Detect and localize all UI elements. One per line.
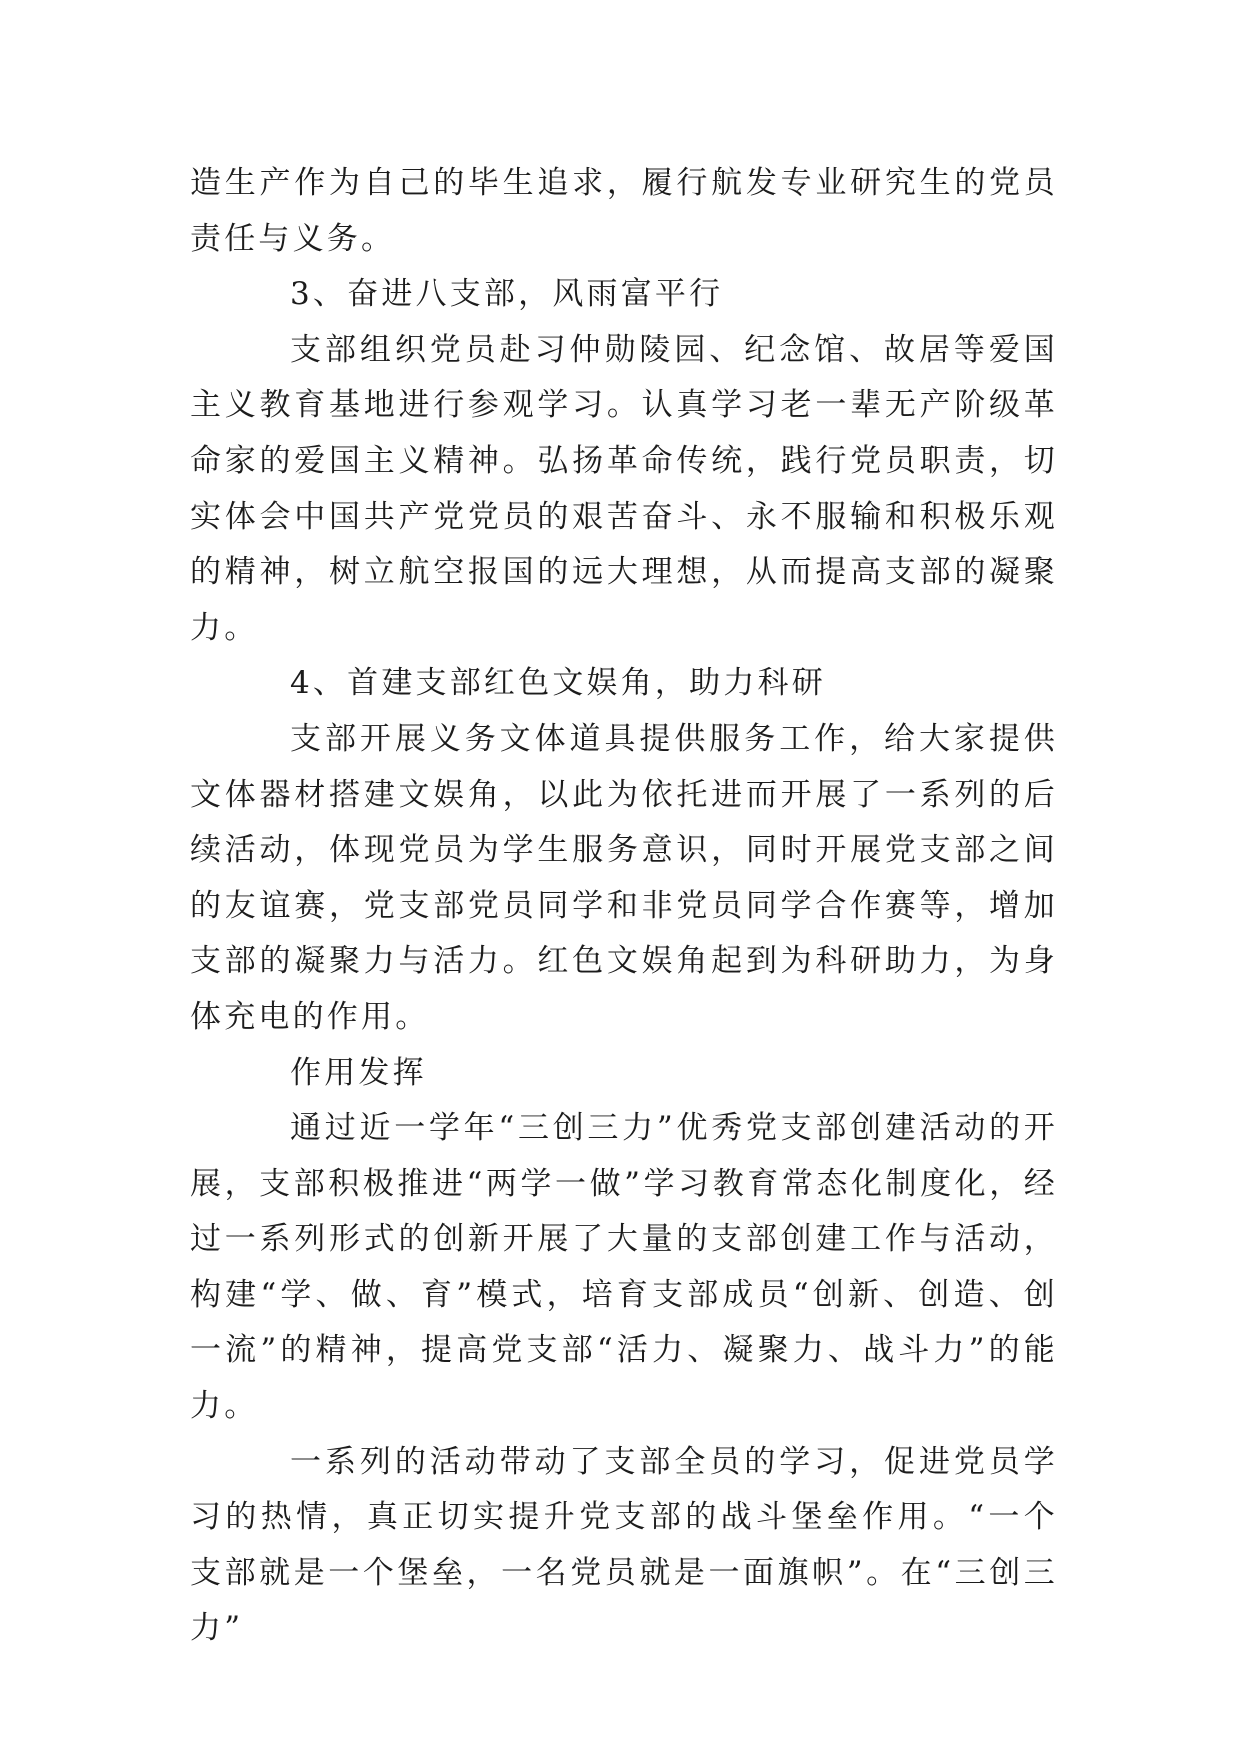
paragraph: 支部组织党员赴习仲勋陵园、纪念馆、故居等爱国主义教育基地进行参观学习。认真学习老一辈无产阶级革命家的爱国主义精神。弘扬革命传统，践行党员职责，切实体会中国共产党党员的艰苦奋斗、永不服输和积极乐观的精神，树立航空报国的远大理想，从而提高支部的凝聚力。 — [190, 331, 1058, 646]
paragraph-continued: 造生产作为自己的毕生追求，履行航发专业研究生的党员责任与义务。 — [190, 165, 1058, 257]
paragraph: 一系列的活动带动了支部全员的学习，促进党员学习的热情，真正切实提升党支部的战斗堡垒作用。“一个支部就是一个堡垒，一名党员就是一面旗帜”。在“三创三力” — [190, 1443, 1058, 1647]
paragraph: 支部开展义务文体道具提供服务工作，给大家提供文体器材搭建文娱角，以此为依托进而开展了一系列的后续活动，体现党员为学生服务意识，同时开展党支部之间的友谊赛，党支部党员同学和非党员同学合作赛等，增加支部的凝聚力与活力。红色文娱角起到为科研助力，为身体充电的作用。 — [190, 720, 1058, 1035]
section-heading-role: 作用发挥 — [290, 1054, 427, 1091]
section-heading-4: 4、首建支部红色文娱角，助力科研 — [290, 665, 826, 702]
paragraph: 通过近一学年“三创三力”优秀党支部创建活动的开展，支部积极推进“两学一做”学习教育常态化制度化，经过一系列形式的创新开展了大量的支部创建工作与活动，构建“学、做、育”模式，培育支部成员“创新、创造、创一流”的精神，提高党支部“活力、凝聚力、战斗力”的能力。 — [190, 1110, 1058, 1425]
section-heading-3: 3、奋进八支部，风雨富平行 — [290, 276, 724, 313]
document-body — [190, 156, 1058, 1657]
